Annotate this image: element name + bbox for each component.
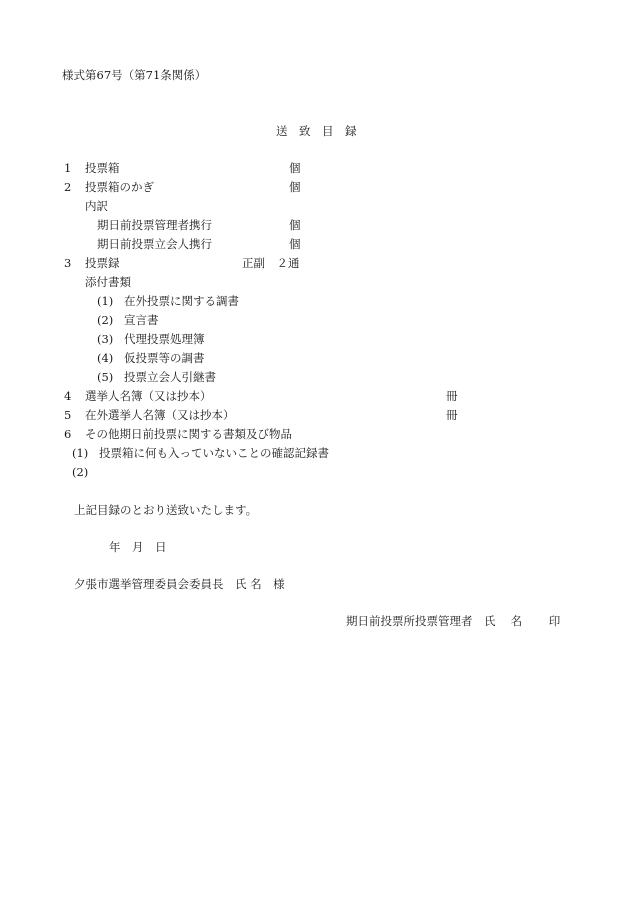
item-unit: 個	[289, 161, 301, 175]
attachment-label: 在外投票に関する調書	[124, 294, 239, 308]
attachment-label: 仮投票等の調書	[124, 351, 205, 365]
item-unit: 冊	[446, 389, 458, 403]
item-label: 投票箱のかぎ	[85, 180, 154, 194]
sender-signature: 期日前投票所投票管理者 氏 名 印	[346, 614, 561, 628]
attachment-number: (1)	[97, 294, 114, 308]
form-id: 様式第67号（第71条関係）	[62, 68, 207, 82]
attachments-label: 添付書類	[85, 275, 131, 289]
item-label: 投票箱	[85, 161, 120, 175]
item-copies: 正副 ２通	[242, 256, 300, 270]
attachment-number: (4)	[97, 351, 114, 365]
statement: 上記目録のとおり送致いたします。	[74, 503, 258, 517]
breakdown-label: 内訳	[85, 199, 108, 213]
recipient: 夕張市選挙管理委員会委員長 氏 名 様	[74, 577, 285, 591]
item-number: 1	[64, 161, 72, 175]
breakdown-label-text: 期日前投票管理者携行	[97, 218, 212, 232]
item-label: 在外選挙人名簿（又は抄本）	[85, 408, 235, 422]
attachment-number: (2)	[97, 313, 114, 327]
item-number: 3	[64, 256, 72, 270]
item-label: 選挙人名簿（又は抄本）	[85, 389, 212, 403]
attachment-label: 投票立会人引継書	[124, 370, 216, 384]
item-number: 4	[64, 389, 72, 403]
date-line: 年 月 日	[109, 540, 167, 554]
item6-sub-label: 投票箱に何も入っていないことの確認記録書	[99, 446, 329, 460]
item-unit: 冊	[446, 408, 458, 422]
item6-sub-number: (1)	[72, 446, 89, 460]
item-number: 5	[64, 408, 72, 422]
item-number: 2	[64, 180, 72, 194]
item6-sub-number: (2)	[72, 465, 89, 479]
attachment-label: 代理投票処理簿	[124, 332, 205, 346]
attachment-label: 宣言書	[124, 313, 159, 327]
breakdown-label-text: 期日前投票立会人携行	[97, 237, 212, 251]
item-label: その他期日前投票に関する書類及び物品	[85, 427, 292, 441]
item-unit: 個	[289, 180, 301, 194]
item-label: 投票録	[85, 256, 120, 270]
breakdown-unit: 個	[289, 237, 301, 251]
attachment-number: (3)	[97, 332, 114, 346]
item-number: 6	[64, 427, 72, 441]
document-title: 送 致 目 録	[276, 124, 357, 138]
breakdown-unit: 個	[289, 218, 301, 232]
attachment-number: (5)	[97, 370, 114, 384]
